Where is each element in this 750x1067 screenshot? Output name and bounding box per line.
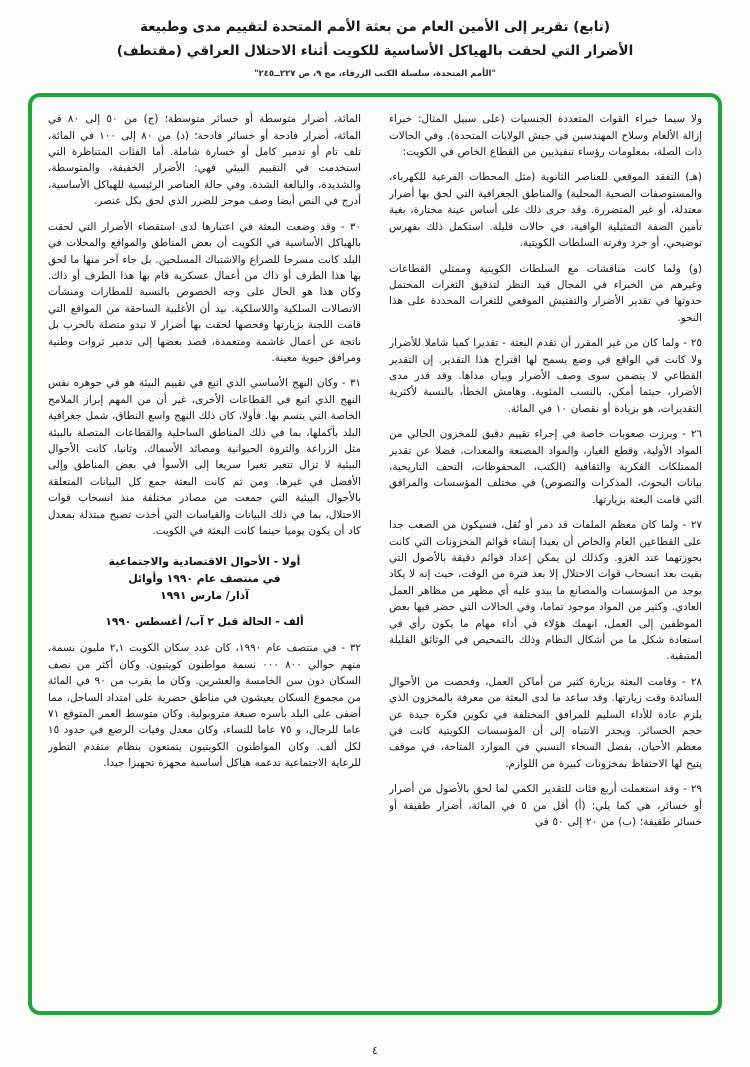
two-column-layout [48, 111, 702, 1001]
paragraph-25: ٢٥ - ولما كان من غير المقرر أن تقدم البعثة - تقديرا كميا شاملا للأضرار ولا كانت في الواقع في وضع يسمح لها اقتراح هذا التقدير. إن التقدير القطاعي لا يتضمن سوى وصف الأضرار وبيان مداها. وقد قدر مدى الأضرار، حيثما أمكن، بالنسب المئوية. وهامش الخطأ، بالنسبة لأكثرية التقديرات، هو بزيادة أو نقصان ١٠ في المائة. [389, 337, 702, 415]
paragraph-32: ٣٢ - في منتصف عام ١٩٩٠، كان عدد سكان الكويت ٢,١ مليون نسمة، منهم حوالي ٨٠٠ ٠٠٠ نسمة مواطنون كويتيون. وكان أكثر من نصف السكان دون سن الخامسة والعشرين. وكان ما يقرب من ٩٠ في المائة من مجموع السكان يعيشون في مناطق حضرية على امتداد الساحل، مما أضفى على البلد بأسره صبغة متروبولية. وكان متوسط العمر المتوقع ٧١ عاما للرجال، و ٧٥ عاما للنساء، وكان معدل وفيات الرضع في حدود ١٥ لكل ألف. وكان المواطنون الكويتيون يتمتعون بنظام متقدم التطور للرعاية الاجتماعية تدعمه هياكل أساسية مجهزة تجهيزا جيدا. [48, 642, 361, 770]
document-header [0, 0, 750, 79]
paragraph-intro: ولا سيما خبراء القوات المتعددة الجنسيات (على سبيل المثال: خبراء إزالة الألغام وسلاح المهندسين في جيش الولايات المتحدة). وفي الحالات ذات الصلة، بمعلومات رؤساء تنفيذيين من القطاع الخاص في الكويت: [389, 113, 702, 159]
paragraph-28: ٢٨ - وقامت البعثة بزيارة كثير من أماكن العمل، وفحصت من الأحوال السائدة وقت زيارتها. وقد ساعد ما لدى البعثة من معرفة بالمخزون الذي يلزم عادة للأداء السليم للمرافق المختلفة في تكوين فكرة جيدة عن حجم الخسائر. ويجدر الانتباه إلى أن المؤسسات الكويتية كانت في معظم الأحيان، بفضل السخاء النسبي في الموارد المتاحة، في موقف يتيح لها الاحتفاظ بمخزونات كبيرة من اللوازم. [389, 675, 702, 770]
paragraph-item-ha: (هـ) التفقد الموقعي للعناصر الثانوية (مثل المحطات الفرعية للكهرباء، والمستوصفات الصحية المحلية) والمناطق الجغرافية التي لحق بها أضرار معتدلة، أو غير المتضررة. وقد جرى ذلك على أساس عينة مختارة، بغية تأمين الصفة التمثيلية الوافية، في حالات قليلة. استكمل ذلك بفهرس توضيحي، أو جرد وفرته السلطات الكويتية. [389, 171, 702, 250]
paragraph-30: ٣٠ - وقد وضعت البعثة في اعتبارها لدى استقصاء الأضرار التي لحقت بالهياكل الأساسية في الكويت أن بعض المناطق والمواقع والمحلات في البلد كانت مسرحا للصراع والاشتباك المسلحين. بل جاء آخر منها ما لحق بها هذا الطرف أو ذاك من أعمال عسكرية قام بها هذا الطرف أو ذاك. وكان هذا هو الحال على وجه الخصوص بالنسبة للمطارات ومنشآت الاتصالات السلكية واللاسلكية. بيد أن الأغلبية الساحقة من المواقع التي قامت اللجنة بزيارتها وفحصها لحقت بها أضرار لا تبدو متصلة بالحرب بل ناتجة عن أعمال غاشمة ومتعمدة، قصد بعضها إلى تدمير ثروات وطنية ومرافق حيوية معينة. [48, 220, 361, 364]
paragraph-29-continuation: المائة، أضرار متوسطة أو خسائر متوسطة؛ (ج) من ٥٠ إلى ٨٠ في المائة، أضرار فادحة أو خسائر فادحة؛ (د) من ٨٠ إلى ١٠٠ في المائة، تلف تام أو تدمير كامل أو خسارة شاملة. أما الفئات المتناظرة التي استخدمت في التقييم البيئي فهي: الأضرار الخفيفة، والمتوسطة، والشديدة، والبالغة الشدة. وفي حالة العناصر الرئيسية للهياكل الأساسية، أدرج في النص أيضا وصف موجز للضرر الذي لحق بكل عنصر. [48, 113, 361, 208]
document-citation: "الأمم المتحدة، سلسلة الكتب الزرقاء، مج ٩، ص ٢٢٧ــ٢٤٥" [254, 69, 496, 80]
section-heading-economic-social [48, 553, 361, 604]
column-right [389, 111, 702, 1001]
page-number: ٤ [372, 1044, 378, 1057]
column-left [48, 111, 361, 1001]
section-heading-line-2: في منتصف عام ١٩٩٠ وأوائل [128, 572, 281, 586]
paragraph-29: ٢٩ - وقد استعملت أربع فئات للتقدير الكمي لما لحق بالأصول من أضرار أو خسائر، هي كما يلي: (أ) أقل من ٥ في المائة، أضرار طفيفة أو خسائر طفيفة؛ (ب) من ٢٠ إلى ٥٠ في [389, 783, 702, 829]
paragraph-31: ٣١ - وكان النهج الأساسي الذي اتبع في تقييم البيئة هو في جوهره نفس النهج الذي اتبع في القطاعات الأخرى، غير أن من المهم إبراز الملامح الخاصة التي يتسم بها. فأولا، كان ذلك النهج واسع النطاق، شمل جغرافية البلد بأكملها، بما في ذلك المناطق الساحلية والقطاعات المتصلة بالبيئة مثل الزراعة والثروة الحيوانية ومصائد الأسماك. وثانيا، كانت الأحوال البيئية لا تزال تتغير تغيرا سريعا إلى الأسوأ في بعض المناطق وإلى الأفضل في غيرها. ومن ثم كانت البعثة جمع كل البيانات المتعلقة بالأحوال البيئية التي جمعت من مصادر مختلفة منذ انسحاب قوات الاحتلال، بما في ذلك البيانات والقياسات التي أخذت تصبح مبتذلة بمعدل كاد أن يكون يوميا حينما كانت البعثة في الكويت. [48, 377, 361, 537]
document-title-line-1: (تابع) تقرير إلى الأمين العام من بعثة الأمم المتحدة لتقييم مدى وطبيعة [139, 19, 611, 35]
paragraph-27: ٢٧ - ولما كان معظم الملفات قد دمر أو نُقل، فسيكون من الصعب جدا على القطاعين العام والخاص أن يعيدا إنشاء قوائم المخزونات التي كانت بحوزتهما عند الغزو. وكذلك لن يمكن إعداد قوائم دقيقة بالأصول التي بقيت بعد انسحاب قوات الاحتلال إلا بعد فترة من الوقت، حيث إنه لا يكاد يوجد من المؤسسات والمصانع ما يبدو عليه أي مظهر من مظاهر العمل العادي. وكثير من المواد موجود تماما، وفي الحالات التي حضر فيها بعض الموظفين إلى العمل، انهمك هؤلاء في أداء مهام ما يكون رأي في استعادة شكل ما من أشكال النظام وذلك بالتمحيص في الوثائق القليلة المتبقية. [389, 519, 702, 663]
section-heading-line-1: أولا - الأحوال الاقتصادية والاجتماعية [108, 555, 301, 569]
document-title-line-2: الأضرار التي لحقت بالهياكل الأساسية للكويت أثناء الاحتلال العراقي (مقتطف) [116, 42, 634, 59]
paragraph-item-waw: (و) ولما كانت مناقشات مع السلطات الكويتية وممثلي القطاعات وغيرهم من الخبراء في المجال قيد النظر لتدقيق الثغرات المحتمل حدوثها في تقدير الأضرار والتفتيش الموقعي للثغرات المحددة على هذا النحو. [389, 262, 702, 324]
section-heading-line-3: آذار/ مارس ١٩٩١ [160, 589, 249, 603]
paragraph-26: ٢٦ - وبرزت صعوبات خاصة في إجراء تقييم دقيق للمخزون الحالي من المواد الأولية، وقطع الغيار، والمواد المصنعة والمعدات، فضلا عن تقدير الممتلكات الفكرية والثقافية (الكتب، المحفوظات، التحف التاريخية، بيانات البحوث، المذكرات والنصوص) في مختلف المؤسسات والمرافق التي قامت البعثة بزيارتها. [389, 428, 702, 506]
green-border-content-box [28, 93, 722, 1015]
subsection-heading-before-august: ألف - الحالة قبل ٢ آب/ أغسطس ١٩٩٠ [105, 616, 304, 629]
